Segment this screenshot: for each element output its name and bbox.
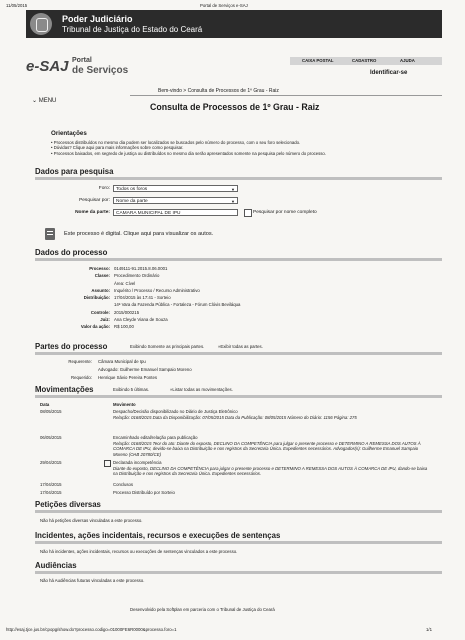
party-row: Advogado: Guilherme Emanuel Sampaio Moreno	[98, 367, 192, 372]
breadcrumb: Bem-vindo > Consulta de Processos de 1º Grau - Raiz	[158, 88, 279, 94]
search-by-select[interactable]: Nome da parte ▼	[113, 197, 238, 204]
party-name-label: Nome da parte:	[75, 210, 110, 215]
footer-credit: Desenvolvido pela Softplan em parceria com o Tribunal de Justiça do Ceará	[130, 607, 275, 612]
party-name-input[interactable]: CAMARA MUNICIPAL DE IPU	[113, 209, 238, 216]
portal-label: Portal	[72, 57, 92, 64]
esaj-logo[interactable]: e-SAJ	[26, 58, 69, 75]
menu-toggle[interactable]	[32, 97, 56, 104]
orientation-item: • Processos distribuídos no mesmo dia podem ser localizados se buscados pelo número do processo, com o seu foro selecionado.	[51, 140, 301, 145]
chevron-down-icon: ⌄	[32, 98, 38, 104]
digital-process-icon	[45, 228, 55, 240]
petitions-section-title: Petições diversas	[35, 500, 101, 509]
detail-row: Distribuição: 17/04/2015 às 17:41 - Sorteio	[83, 295, 171, 301]
col-date-header: Data	[40, 402, 50, 407]
orientations-title: Orientações	[51, 130, 87, 137]
court-header	[26, 10, 442, 38]
show-all-parties-link[interactable]: »Exibir todas as partes.	[218, 344, 263, 349]
parties-section-title: Partes do processo	[35, 342, 108, 351]
detail-row: Processo: 0149111-91.2015.8.06.0001	[89, 266, 168, 271]
orientation-item[interactable]: • Dúvidas? Clique aqui para mais informações sobre como pesquisar.	[51, 145, 184, 151]
document-icon[interactable]	[104, 460, 111, 467]
process-section-title: Dados do processo	[35, 248, 108, 257]
hearings-empty: Não há Audiências futuras vinculadas a este processo.	[40, 578, 145, 583]
search-section-title: Dados para pesquisa	[35, 167, 114, 176]
nav-register[interactable]: CADASTRO	[352, 58, 377, 63]
full-name-label: Pesquisar por nome completo	[253, 210, 317, 215]
table-row: 17/04/2015 Processo Distribuído por Sorteio	[40, 490, 175, 495]
identify-link[interactable]: Identificar-se	[370, 70, 408, 76]
detail-row: Valor da ação: R$ 100,00	[80, 324, 134, 330]
dropdown-arrow-icon: ▼	[231, 187, 235, 192]
table-row: 17/04/2015 Conclusos	[40, 482, 134, 487]
nav-help[interactable]: AJUDA	[400, 58, 415, 63]
court-name: Tribunal de Justiça do Estado do Ceará	[62, 25, 203, 34]
orientations-list	[51, 140, 441, 156]
court-seal-icon	[30, 13, 52, 35]
orientation-item: • Processos baixados, em segredo de justiça ou distribuídos no mesmo dia serão apresentados somente na pesquisa pelo número do processo.	[51, 150, 326, 156]
detail-row: Controle: 2015/000215	[90, 309, 140, 315]
foro-select[interactable]: Todos os foros ▼	[113, 185, 238, 192]
incidents-section-title: Incidentes, ações incidentais, recursos e execuções de sentenças	[35, 531, 281, 540]
party-row: Requerido: Henrique Sávio Pereira Pontes	[70, 375, 157, 380]
page-title: Consulta de Processos de 1º Grau - Raiz	[150, 102, 320, 112]
parties-list	[40, 359, 440, 383]
table-row: 06/05/2015 Encaminhado edital/relação para publicação Relação: 0168/2015 Teor do ato: Diante do exposto, DECLINO DA COMPETÊNCIA para julgar o presente processo e DETERMINO A REMESSA DOS AUTOS À COMARCA DE IPU, devido-se baixa na Distribuição e nos registros da Secretaria Única. Expedientes necessários. Advogados(s): Guilherme Emanuel Sampaio Moreno (OAB 20780/CE)	[40, 435, 421, 457]
hearings-section-title: Audiências	[35, 561, 77, 570]
party-row: Requerente: Câmara Municipal de Ipu	[68, 359, 146, 364]
print-page-number: 1/1	[426, 627, 432, 632]
col-movement-header: Movimento	[113, 402, 136, 407]
petitions-empty: Não há petições diversas vinculadas a este processo.	[40, 518, 143, 523]
table-row: 08/05/2015 Despacho/Decisão disponibilizado no Diário de Justiça Eletrônico Relação: 0168/2015 Data da Disponibilização: 07/05/2015 Data da Publicação: 08/05/2015 Número do Diário: 1156 Página: 275	[40, 409, 357, 420]
detail-row: Área: Cível	[114, 280, 136, 286]
print-title: Portal de Serviços e-SAJ	[200, 3, 248, 8]
detail-row: 14ª Vara da Fazenda Pública - Fortaleza - Fórum Clóvis Beviláqua	[114, 302, 241, 308]
dropdown-arrow-icon: ▼	[231, 199, 235, 204]
nav-mailbox[interactable]: CAIXA POSTAL	[302, 58, 334, 63]
incidents-empty: Não há incidentes, ações incidentais, recursos ou execuções de sentenças vinculados a este processo.	[40, 549, 238, 554]
movements-section-title: Movimentações	[35, 385, 94, 394]
org-name: Poder Judiciário	[62, 14, 133, 24]
detail-row: Juiz: Ana Cleyde Viana de Souza	[100, 317, 168, 323]
detail-row: Assunto: Inquérito / Processo / Recurso Administrativo	[91, 287, 200, 293]
process-details	[40, 266, 440, 332]
movements-shown-tag: Exibindo 5 últimas.	[113, 387, 150, 392]
search-by-label: Pesquisar por:	[79, 198, 110, 203]
menu-label: MENU	[38, 98, 57, 104]
top-nav	[290, 57, 442, 65]
movements-table	[40, 409, 440, 498]
full-name-checkbox[interactable]	[244, 209, 252, 217]
table-row: 29/04/2015 Declarada incompetência Diante do exposto, DECLINO DA COMPETÊNCIA para julgar o presente processo e DETERMINO A REMESSA DOS AUTOS À COMARCA DE IPU, dando-se baixa na Distribuição e nos registros da Secretaria Única. Expedientes necessários.	[40, 460, 428, 477]
services-label: de Serviços	[72, 65, 129, 76]
print-url: http://esaj.tjce.jus.br/cpopg/show.do?processo.codigo=01000FE6R0000&processo.foro=1	[6, 627, 177, 632]
list-all-movements-link[interactable]: »Listar todas as movimentações.	[170, 387, 233, 392]
foro-label: Foro:	[98, 186, 110, 191]
print-date: 11/05/2015	[6, 3, 28, 8]
view-records-link[interactable]: Este processo é digital. Clique aqui para visualizar os autos.	[64, 231, 214, 237]
parties-shown-tag: Exibindo Somente as principais partes.	[130, 344, 205, 349]
detail-row: Classe: Procedimento Ordinário	[94, 273, 160, 279]
